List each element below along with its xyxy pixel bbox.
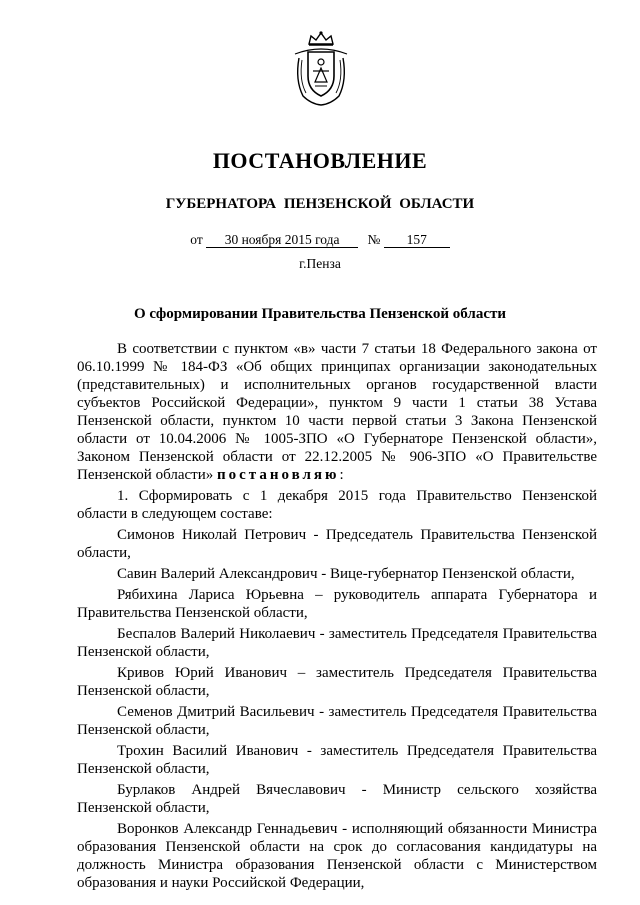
- issuing-authority: ГУБЕРНАТОРА ПЕНЗЕНСКОЙ ОБЛАСТИ: [165, 196, 475, 212]
- member-item: Семенов Дмитрий Васильевич - заместитель Председателя Правительства Пензенской области,: [77, 704, 597, 738]
- document-subject: О сформировании Правительства Пензенской области: [134, 306, 506, 322]
- date-number-line: [0, 232, 640, 248]
- member-item: Симонов Николай Петрович - Председатель Правительства Пензенской области,: [77, 527, 597, 561]
- coat-of-arms-icon: [291, 30, 351, 106]
- member-item: Беспалов Валерий Николаевич - заместитель Председателя Правительства Пензенской области,: [77, 626, 597, 660]
- document-body: [77, 340, 597, 895]
- member-item: Рябихина Лариса Юрьевна – руководитель аппарата Губернатора и Правительства Пензенской области,: [77, 587, 597, 621]
- city: г.Пенза: [299, 256, 341, 271]
- number-prefix: №: [367, 232, 381, 247]
- member-item: Савин Валерий Александрович - Вице-губернатор Пензенской области,: [117, 566, 575, 582]
- document-date: 30 ноября 2015 года: [206, 233, 358, 248]
- paragraph-1: 1. Сформировать с 1 декабря 2015 года Правительство Пензенской области в следующем составе:: [77, 488, 597, 522]
- document-title: ПОСТАНОВЛЕНИЕ: [212, 148, 428, 173]
- preamble-text: В соответствии с пунктом «в» части 7 статьи 18 Федерального закона от 06.10.1999 № 184-ФЗ «Об общих принципах организации законодательных (представительных) и исполнительных органов государственной власти субъектов Российской Федерации», пунктом 9 части 1 статьи 38 Устава Пензенской области, пунктом 10 части первой статьи 3 Закона Пензенской области от 10.04.2006 № 1005-ЗПО «О Губернаторе Пензенской области», Законом Пензенской области от 22.12.2005 № 906-ЗПО «О Правительстве Пензенской области»: [77, 341, 597, 483]
- decree-word: постановляю: [216, 467, 340, 483]
- member-item: Трохин Василий Иванович - заместитель Председателя Правительства Пензенской области,: [77, 743, 597, 777]
- date-prefix: от: [190, 232, 203, 247]
- member-item: Бурлаков Андрей Вячеславович - Министр сельского хозяйства Пензенской области,: [77, 782, 597, 816]
- decree-colon: :: [339, 467, 344, 483]
- preamble-paragraph: [77, 340, 597, 484]
- document-number: 157: [384, 233, 450, 248]
- member-item: Воронков Александр Геннадьевич - исполняющий обязанности Министра образования Пензенской области на срок до согласования кандидатуры на должность Министра образования Пензенской области с Министерством образования и науки Российской Федерации,: [77, 821, 597, 891]
- member-item: Кривов Юрий Иванович – заместитель Председателя Правительства Пензенской области,: [77, 665, 597, 699]
